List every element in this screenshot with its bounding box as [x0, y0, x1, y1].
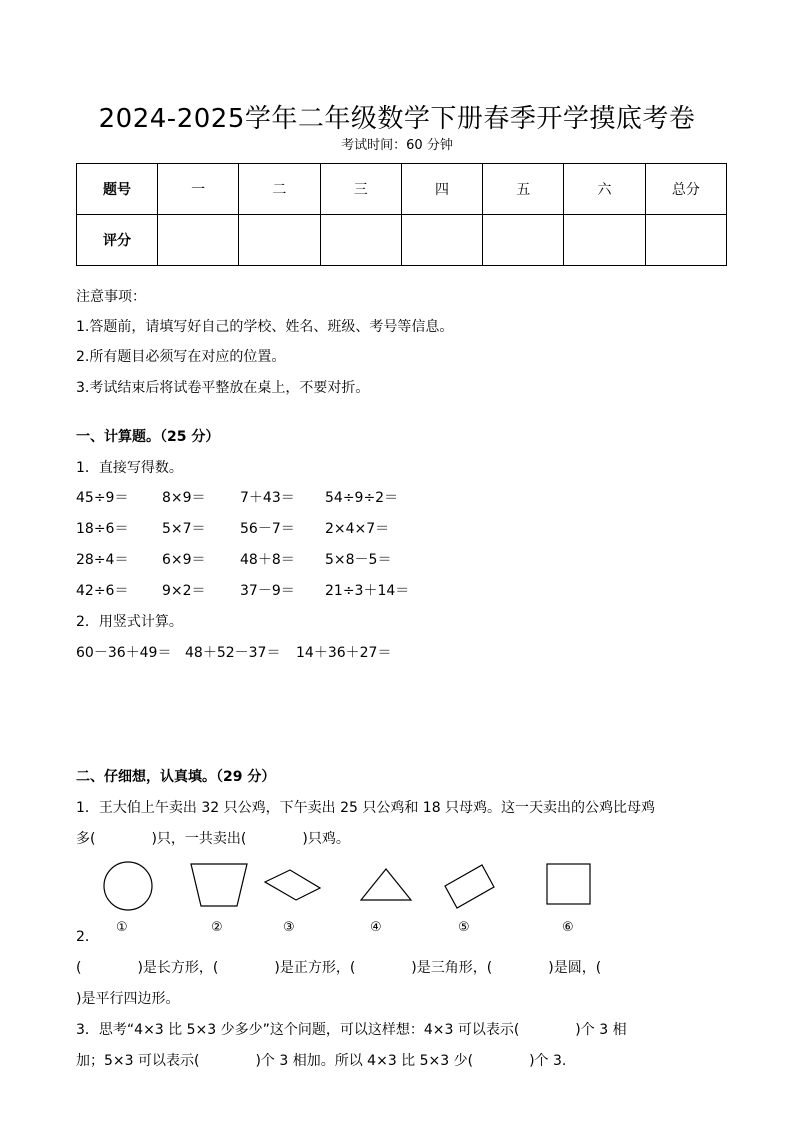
score-table-header-cell: 六 — [564, 164, 645, 215]
arith-cell: 2×4×7＝ — [325, 521, 390, 537]
score-table-header-cell: 一 — [158, 164, 239, 215]
arith-cell: 37－9＝ — [240, 583, 295, 599]
score-cell[interactable] — [401, 215, 482, 266]
vertical-calc: 60－36＋49＝ — [76, 645, 172, 661]
triangle-shape — [361, 869, 411, 900]
page-title: 2024-2025学年二年级数学下册春季开学摸底考卷 — [98, 104, 696, 134]
section2-q1-line2: 多( )只，一共卖出( )只鸡。 — [76, 831, 350, 847]
score-table — [76, 163, 727, 266]
arith-cell: 5×8－5＝ — [325, 552, 392, 568]
score-table-row-label: 评分 — [77, 215, 158, 266]
trapezoid-shape — [191, 864, 247, 906]
arith-cell: 48＋8＝ — [240, 552, 295, 568]
section2-q3-line2: 加；5×3 可以表示( )个 3 相加。所以 4×3 比 5×3 少( )个 3. — [76, 1053, 567, 1069]
score-cell[interactable] — [645, 215, 726, 266]
section1-q2-label: 2．用竖式计算。 — [76, 614, 183, 630]
arith-cell: 54÷9÷2＝ — [325, 490, 399, 506]
square-shape — [547, 864, 590, 904]
arith-cell: 45÷9＝ — [76, 490, 129, 506]
note-item: 2.所有题目必须写在对应的位置。 — [76, 349, 286, 365]
shape-label: ④ — [370, 920, 382, 935]
exam-duration: 考试时间：60 分钟 — [341, 138, 453, 153]
arith-cell: 56－7＝ — [240, 521, 295, 537]
shape-label: ② — [211, 920, 223, 935]
score-cell[interactable] — [239, 215, 320, 266]
rectangle-shape — [445, 865, 494, 908]
arith-cell: 9×2＝ — [162, 583, 206, 599]
arith-cell: 7＋43＝ — [240, 490, 295, 506]
vertical-calc: 48＋52－37＝ — [185, 645, 281, 661]
arith-cell: 8×9＝ — [162, 490, 206, 506]
circle-shape — [104, 862, 152, 910]
arith-cell: 6×9＝ — [162, 552, 206, 568]
section1-q1-label: 1．直接写得数。 — [76, 460, 183, 476]
score-cell[interactable] — [483, 215, 564, 266]
parallelogram-shape — [265, 870, 320, 900]
section2-q3-line1: 3．思考“4×3 比 5×3 少多少”这个问题，可以这样想：4×3 可以表示( )个 3 相 — [76, 1022, 627, 1038]
note-item: 1.答题前，请填写好自己的学校、姓名、班级、考号等信息。 — [76, 319, 454, 335]
note-item: 3.考试结束后将试卷平整放在桌上，不要对折。 — [76, 380, 370, 396]
notes-heading: 注意事项： — [76, 289, 146, 305]
score-cell[interactable] — [158, 215, 239, 266]
score-table-header-cell: 四 — [401, 164, 482, 215]
shape-label: ⑥ — [562, 920, 574, 935]
shape-label: ③ — [283, 920, 295, 935]
vertical-calc: 14＋36＋27＝ — [296, 645, 392, 661]
score-table-header-row — [77, 164, 727, 215]
score-table-header-cell: 五 — [483, 164, 564, 215]
shape-label: ① — [116, 920, 128, 935]
score-table-score-row — [77, 215, 727, 266]
arith-cell: 28÷4＝ — [76, 552, 129, 568]
score-table-header-cell: 题号 — [77, 164, 158, 215]
section2-q2-number: 2． — [76, 929, 99, 945]
section2-q2-line1: ( )是长方形，( )是正方形，( )是三角形，( )是圆，( — [76, 960, 602, 976]
score-cell[interactable] — [564, 215, 645, 266]
section2-q2-line2: )是平行四边形。 — [76, 991, 180, 1007]
shapes-figure — [0, 852, 794, 922]
section1-heading: 一、计算题。（25 分） — [76, 429, 220, 445]
score-table-header-cell: 二 — [239, 164, 320, 215]
arith-cell: 5×7＝ — [162, 521, 206, 537]
shape-label: ⑤ — [458, 920, 470, 935]
arith-cell: 42÷6＝ — [76, 583, 129, 599]
section2-q1-line1: 1．王大伯上午卖出 32 只公鸡，下午卖出 25 只公鸡和 18 只母鸡。这一天卖出的公鸡比母鸡 — [76, 800, 656, 816]
score-table-header-cell: 总分 — [645, 164, 726, 215]
arith-cell: 21÷3＋14＝ — [325, 583, 410, 599]
score-table-header-cell: 三 — [320, 164, 401, 215]
score-cell[interactable] — [320, 215, 401, 266]
section2-heading: 二、仔细想，认真填。（29 分） — [76, 769, 276, 785]
arith-cell: 18÷6＝ — [76, 521, 129, 537]
